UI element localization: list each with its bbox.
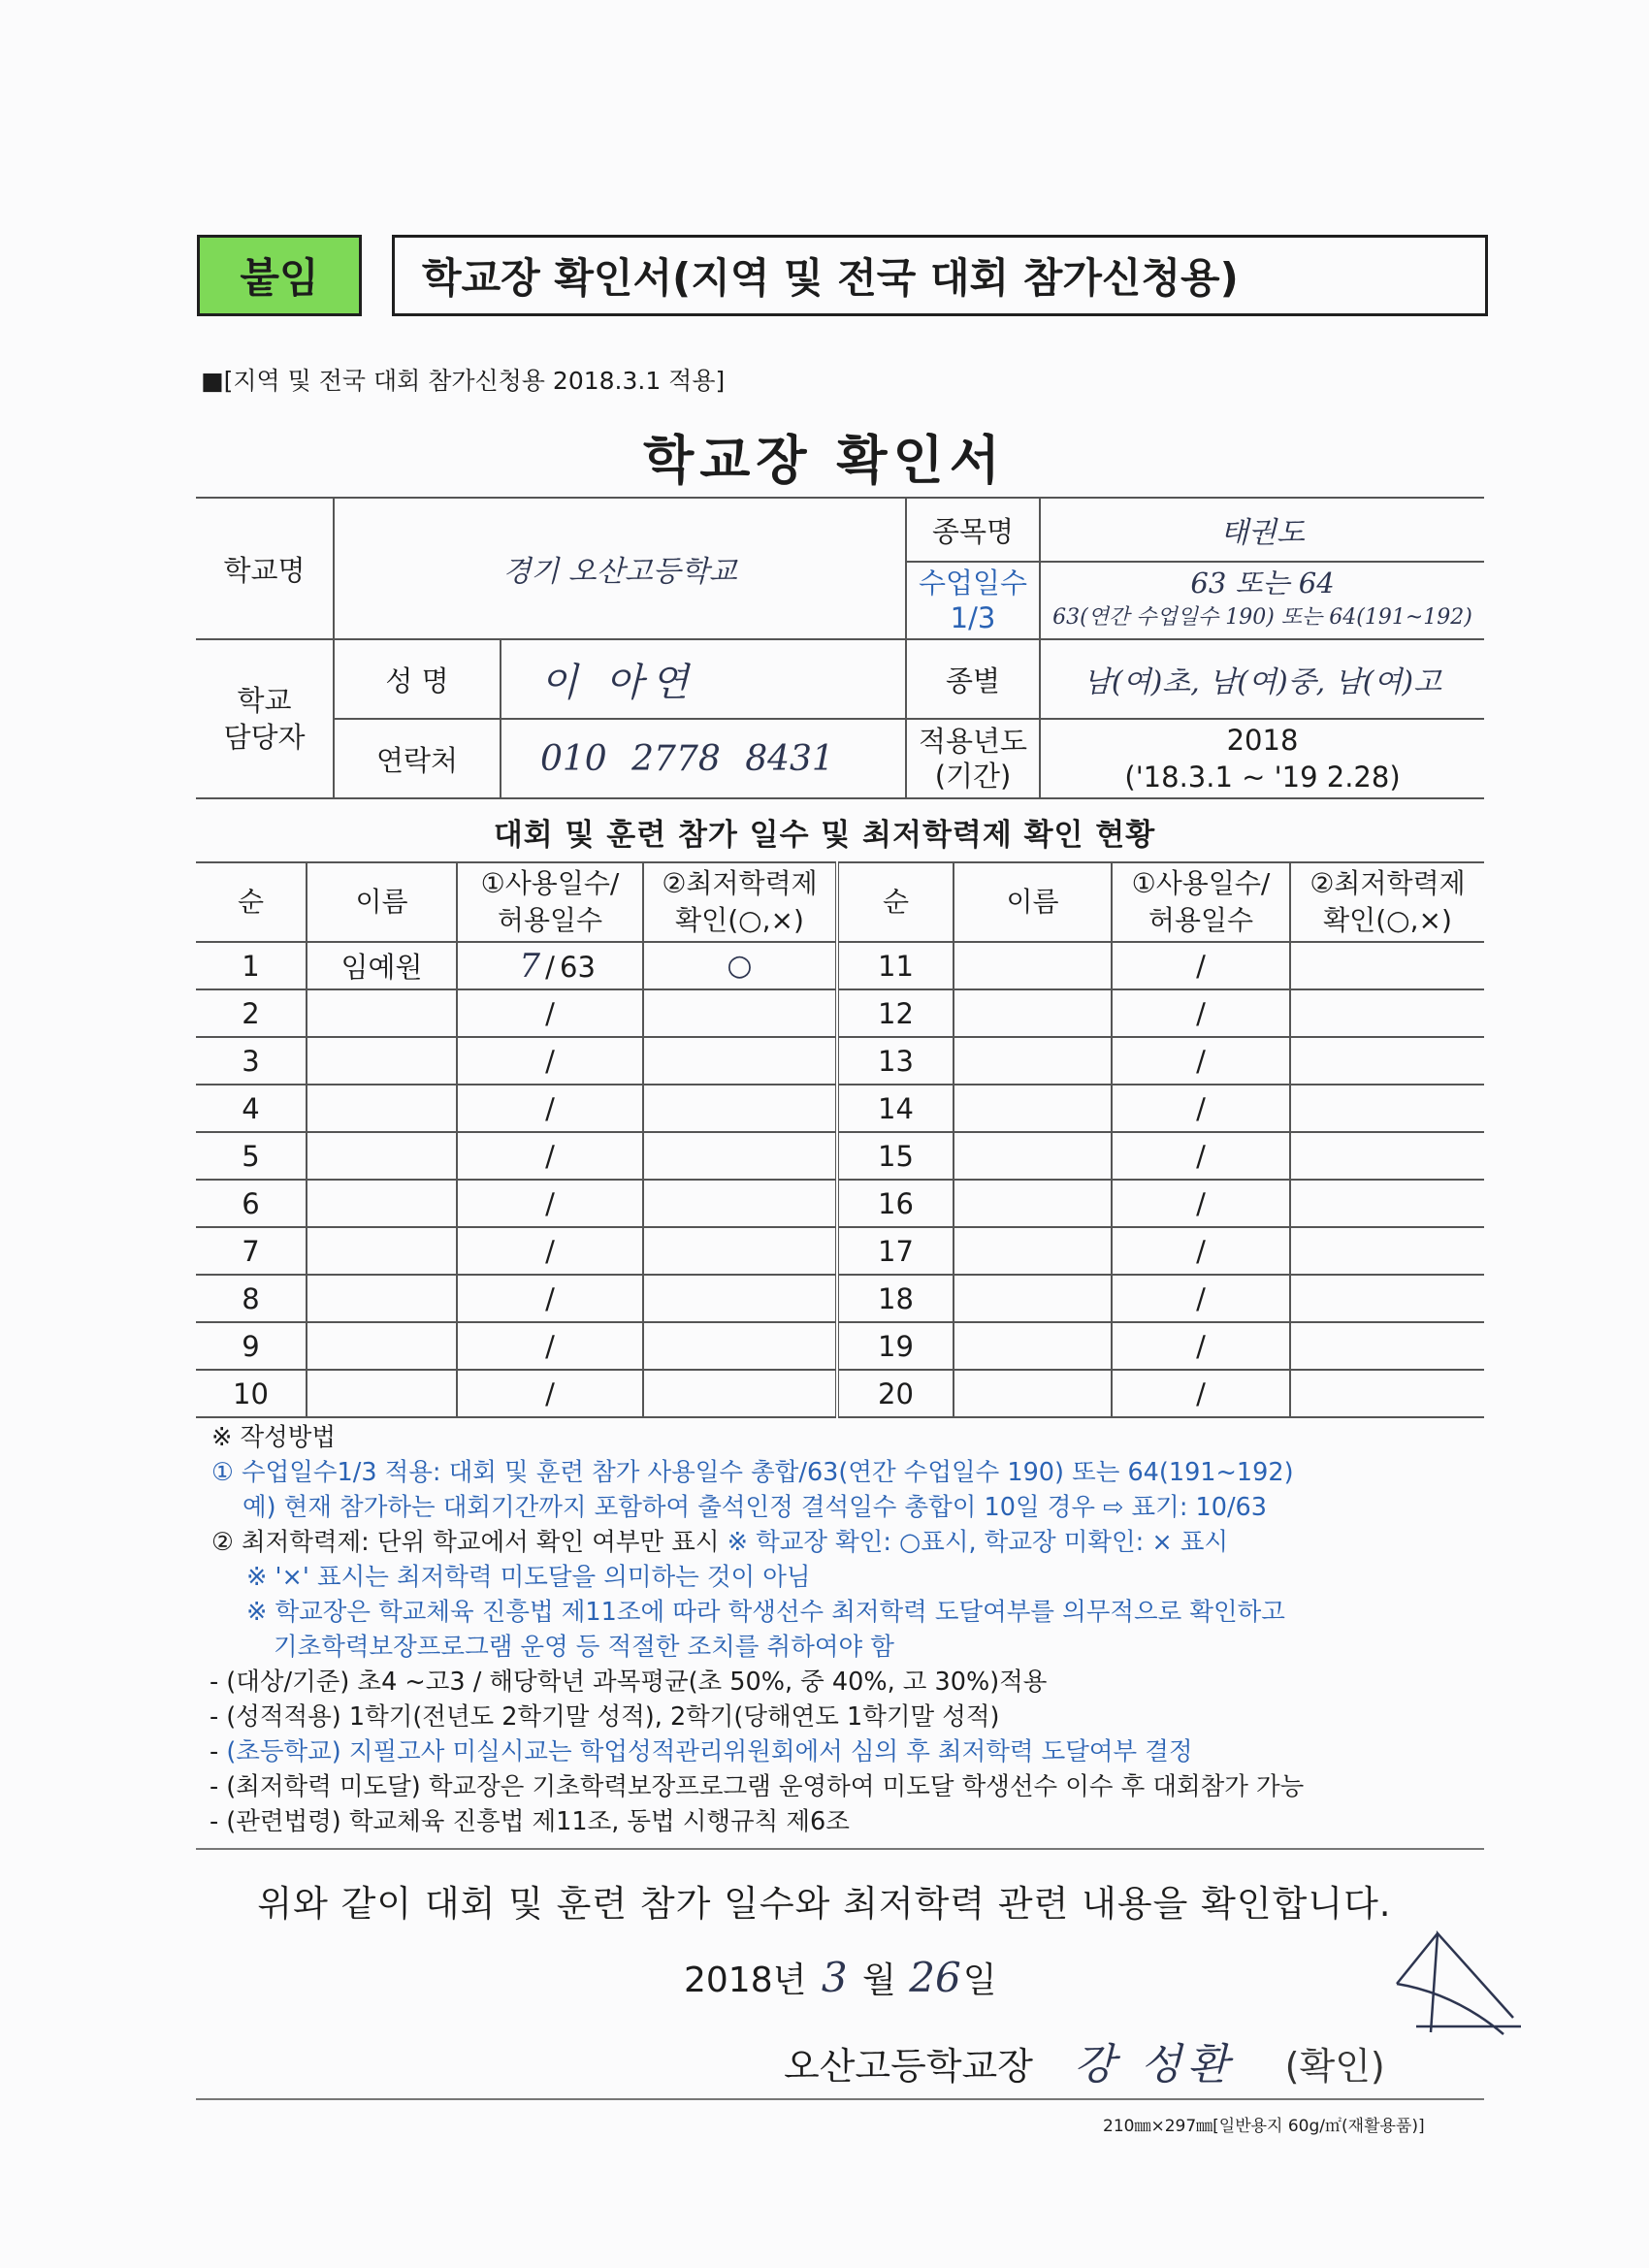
divider-top	[196, 1848, 1484, 1850]
principal-signature: 강 성환	[1074, 2040, 1235, 2090]
student-name	[307, 1180, 457, 1227]
student-name	[307, 1275, 457, 1322]
date-year: 2018년	[684, 1960, 807, 2000]
header-name: 이름	[307, 862, 457, 942]
row-number: 12	[837, 989, 954, 1037]
row-number: 19	[837, 1322, 954, 1370]
row-number: 4	[196, 1085, 307, 1132]
note-2d: 기초학력보장프로그램 운영 등 적절한 조치를 취하여야 함	[274, 1633, 894, 1662]
days-cell	[457, 1132, 643, 1180]
days-cell	[457, 1180, 643, 1227]
min-achievement-check	[643, 989, 837, 1037]
student-name	[307, 1085, 457, 1132]
days-slash: /	[545, 950, 555, 984]
name-label: 성 명	[334, 639, 501, 719]
note-2b: ※ '×' 표시는 최저학력 미도달을 의미하는 것이 아님	[246, 1563, 811, 1592]
row-number: 16	[837, 1180, 954, 1227]
days-slash: /	[545, 1377, 555, 1410]
header-min-2: 확인(○,×)	[1323, 904, 1452, 936]
attachment-badge: 붙임	[197, 235, 362, 316]
student-name	[307, 989, 457, 1037]
days-cell	[457, 1370, 643, 1417]
days-cell	[1112, 1085, 1290, 1132]
min-achievement-check	[643, 1275, 837, 1322]
days-cell	[457, 1322, 643, 1370]
min-achievement-check	[1290, 1180, 1484, 1227]
table-row	[196, 1275, 1484, 1322]
days-slash: /	[1196, 1044, 1206, 1078]
days-cell	[1112, 989, 1290, 1037]
min-achievement-check	[1290, 1037, 1484, 1085]
days-cell	[1112, 942, 1290, 989]
year-label	[906, 719, 1040, 798]
header-days	[1112, 862, 1290, 942]
class-days-value-1: 63 또는 64	[1190, 567, 1335, 599]
min-achievement-check	[643, 1085, 837, 1132]
manager-name-value: 이 아연	[501, 639, 906, 719]
table-row	[196, 942, 1484, 989]
days-slash: /	[545, 1186, 555, 1220]
header-name: 이름	[954, 862, 1112, 942]
confirmation-statement: 위와 같이 대회 및 훈련 참가 일수와 최저학력 관련 내용을 확인합니다.	[257, 1883, 1392, 1925]
days-cell	[1112, 1037, 1290, 1085]
note-2a-text: ② 최저학력제: 단위 학교에서 확인 여부만 표시	[211, 1528, 728, 1557]
student-name	[307, 1132, 457, 1180]
row-number: 20	[837, 1370, 954, 1417]
student-name	[954, 1370, 1112, 1417]
days-slash: /	[1196, 1139, 1206, 1173]
row-number: 15	[837, 1132, 954, 1180]
student-name	[954, 1132, 1112, 1180]
days-cell	[457, 1227, 643, 1275]
table-row	[196, 1322, 1484, 1370]
days-cell	[1112, 1370, 1290, 1417]
header-title-box: 학교장 확인서(지역 및 전국 대회 참가신청용)	[392, 235, 1488, 316]
header-days-1: ①사용일수/	[480, 867, 620, 899]
days-slash: /	[1196, 1329, 1206, 1363]
section-title: 대회 및 훈련 참가 일수 및 최저학력제 확인 현황	[493, 818, 1156, 853]
days-slash: /	[1196, 1186, 1206, 1220]
form-tagline: ■[지역 및 전국 대회 참가신청용 2018.3.1 적용]	[201, 367, 726, 395]
row-number: 2	[196, 989, 307, 1037]
detail-4: - (최저학력 미도달) 학교장은 기초학력보장프로그램 운영하여 미도달 학생선수 이수 후 대회참가 가능	[210, 1772, 1305, 1801]
participation-table	[196, 861, 1484, 1418]
days-cell	[457, 1085, 643, 1132]
row-number: 18	[837, 1275, 954, 1322]
student-name	[307, 1037, 457, 1085]
year-value-1: 2018	[1226, 724, 1299, 757]
manager-label	[196, 639, 334, 798]
principal-signature-line	[784, 2029, 1385, 2091]
min-achievement-check	[1290, 989, 1484, 1037]
row-number: 3	[196, 1037, 307, 1085]
class-days-value	[1040, 562, 1484, 639]
school-label: 학교명	[196, 498, 334, 639]
days-slash: /	[545, 1091, 555, 1125]
date-month-unit: 월	[862, 1960, 896, 2000]
event-value: 태권도	[1040, 498, 1484, 562]
min-achievement-check	[1290, 1370, 1484, 1417]
seal-mark: (확인)	[1284, 2045, 1385, 2088]
table-row	[196, 1132, 1484, 1180]
category-label: 종별	[906, 639, 1040, 719]
event-label: 종목명	[906, 498, 1040, 562]
row-number: 14	[837, 1085, 954, 1132]
days-cell	[1112, 1322, 1290, 1370]
class-days-label	[906, 562, 1040, 639]
min-achievement-check	[1290, 1322, 1484, 1370]
header-days-2: 허용일수	[1148, 904, 1254, 936]
note-1a: ① 수업일수1/3 적용: 대회 및 훈련 참가 사용일수 총합/63(연간 수업일수 190) 또는 64(191~192)	[211, 1458, 1294, 1487]
paper-spec: 210㎜×297㎜[일반용지 60g/㎡(재활용품)]	[1103, 2117, 1425, 2136]
header-days-2: 허용일수	[497, 904, 603, 936]
class-days-label-1: 수업일수	[918, 567, 1028, 599]
info-table	[196, 497, 1484, 799]
header-min-2: 확인(○,×)	[675, 904, 804, 936]
student-name	[954, 1275, 1112, 1322]
note-1b: 예) 현재 참가하는 대회기간까지 포함하여 출석인정 결석일수 총합이 10일 경우 ⇨ 표기: 10/63	[242, 1493, 1267, 1522]
date-day-unit: 일	[962, 1960, 997, 2000]
divider-bottom	[196, 2098, 1484, 2100]
year-value	[1040, 719, 1484, 798]
days-slash: /	[1196, 1234, 1206, 1268]
min-achievement-check	[643, 1037, 837, 1085]
min-achievement-check	[1290, 1085, 1484, 1132]
row-number: 1	[196, 942, 307, 989]
days-slash: /	[545, 1281, 555, 1315]
days-slash: /	[545, 1329, 555, 1363]
table-row	[196, 1085, 1484, 1132]
header-days	[457, 862, 643, 942]
header-min-1: ②최저학력제	[662, 867, 818, 899]
detail-3	[210, 1734, 1502, 1769]
year-value-2: ('18.3.1 ~ '19 2.28)	[1124, 761, 1401, 794]
date-day: 26	[909, 1954, 961, 2001]
student-name	[954, 1227, 1112, 1275]
days-used: 7	[519, 946, 540, 986]
min-achievement-check	[643, 1370, 837, 1417]
row-number: 11	[837, 942, 954, 989]
days-cell	[457, 989, 643, 1037]
student-name	[954, 1037, 1112, 1085]
detail-5: - (관련법령) 학교체육 진흥법 제11조, 동법 시행규칙 제6조	[210, 1807, 850, 1836]
min-achievement-check	[643, 1322, 837, 1370]
detail-2: - (성적적용) 1학기(전년도 2학기말 성적), 2학기(당해연도 1학기말 성적)	[210, 1702, 1000, 1732]
days-cell	[457, 1037, 643, 1085]
min-achievement-check	[1290, 1275, 1484, 1322]
min-achievement-check	[1290, 1227, 1484, 1275]
days-slash: /	[1196, 949, 1206, 983]
min-achievement-check	[1290, 1132, 1484, 1180]
student-name	[954, 942, 1112, 989]
instructions	[211, 1420, 1502, 1839]
row-number: 13	[837, 1037, 954, 1085]
row-number: 5	[196, 1132, 307, 1180]
days-cell	[457, 942, 643, 989]
principal-title: 오산고등학교장	[784, 2045, 1033, 2088]
days-slash: /	[1196, 1091, 1206, 1125]
student-name	[954, 1180, 1112, 1227]
manager-label-2: 담당자	[223, 721, 306, 754]
year-label-2: (기간)	[934, 760, 1012, 793]
class-days-label-2: 1/3	[950, 601, 996, 634]
notes-heading: ※ 작성방법	[211, 1423, 337, 1452]
days-cell	[457, 1275, 643, 1322]
student-name: 임예원	[307, 942, 457, 989]
days-cell	[1112, 1275, 1290, 1322]
detail-1: - (대상/기준) 초4 ~고3 / 해당학년 과목평균(초 50%, 중 40%, 고 30%)적용	[210, 1668, 1048, 1697]
category-value: 남(여)초, 남(여)중, 남(여)고	[1040, 639, 1484, 719]
class-days-value-2: 63(연간 수업일수 190) 또는 64(191~192)	[1052, 605, 1472, 630]
min-achievement-check	[643, 1180, 837, 1227]
row-number: 6	[196, 1180, 307, 1227]
student-name	[307, 1227, 457, 1275]
header-no: 순	[837, 862, 954, 942]
min-achievement-check	[643, 1132, 837, 1180]
detail-3-dash: -	[210, 1737, 227, 1766]
min-achievement-check	[1290, 942, 1484, 989]
row-number: 17	[837, 1227, 954, 1275]
days-slash: /	[545, 1139, 555, 1173]
note-2a-highlight: ※ 학교장 확인: ○표시, 학교장 미확인: × 표시	[727, 1528, 1229, 1557]
row-number: 9	[196, 1322, 307, 1370]
days-slash: /	[1196, 1377, 1206, 1410]
table-row	[196, 1370, 1484, 1417]
days-slash: /	[545, 1044, 555, 1078]
min-achievement-check: ○	[643, 942, 837, 989]
header-min	[1290, 862, 1484, 942]
header-no: 순	[196, 862, 307, 942]
contact-label: 연락처	[334, 719, 501, 798]
table-row	[196, 1227, 1484, 1275]
header-min	[643, 862, 837, 942]
days-slash: /	[1196, 996, 1206, 1030]
min-achievement-check	[643, 1227, 837, 1275]
days-cell	[1112, 1132, 1290, 1180]
student-name	[954, 1322, 1112, 1370]
days-cell	[1112, 1180, 1290, 1227]
note-2a	[211, 1525, 1502, 1560]
table-row	[196, 1180, 1484, 1227]
row-number: 10	[196, 1370, 307, 1417]
student-name	[307, 1322, 457, 1370]
header-days-1: ①사용일수/	[1131, 867, 1271, 899]
days-allowed: 63	[560, 950, 596, 984]
student-name	[954, 989, 1112, 1037]
detail-3-text: (초등학교) 지필고사 미실시교는 학업성적관리위원회에서 심의 후 최저학력 도달여부 결정	[226, 1737, 1193, 1766]
days-cell	[1112, 1227, 1290, 1275]
year-label-1: 적용년도	[918, 725, 1028, 758]
student-name	[954, 1085, 1112, 1132]
header-min-1: ②최저학력제	[1310, 867, 1466, 899]
table-row	[196, 989, 1484, 1037]
days-slash: /	[545, 996, 555, 1030]
row-number: 7	[196, 1227, 307, 1275]
issue-date	[684, 1953, 997, 2002]
note-2c: ※ 학교장은 학교체육 진흥법 제11조에 따라 학생선수 최저학력 도달여부를 의무적으로 확인하고	[246, 1598, 1285, 1627]
page-title: 학교장 확인서	[643, 430, 1006, 491]
table-row	[196, 1037, 1484, 1085]
school-value: 경기 오산고등학교	[334, 498, 906, 639]
days-slash: /	[1196, 1281, 1206, 1315]
date-month: 3	[821, 1954, 848, 2001]
signature-scribble-icon	[1377, 1926, 1523, 2042]
manager-label-1: 학교	[237, 684, 292, 717]
student-name	[307, 1370, 457, 1417]
row-number: 8	[196, 1275, 307, 1322]
contact-value: 010 2778 8431	[501, 719, 906, 798]
days-slash: /	[545, 1234, 555, 1268]
